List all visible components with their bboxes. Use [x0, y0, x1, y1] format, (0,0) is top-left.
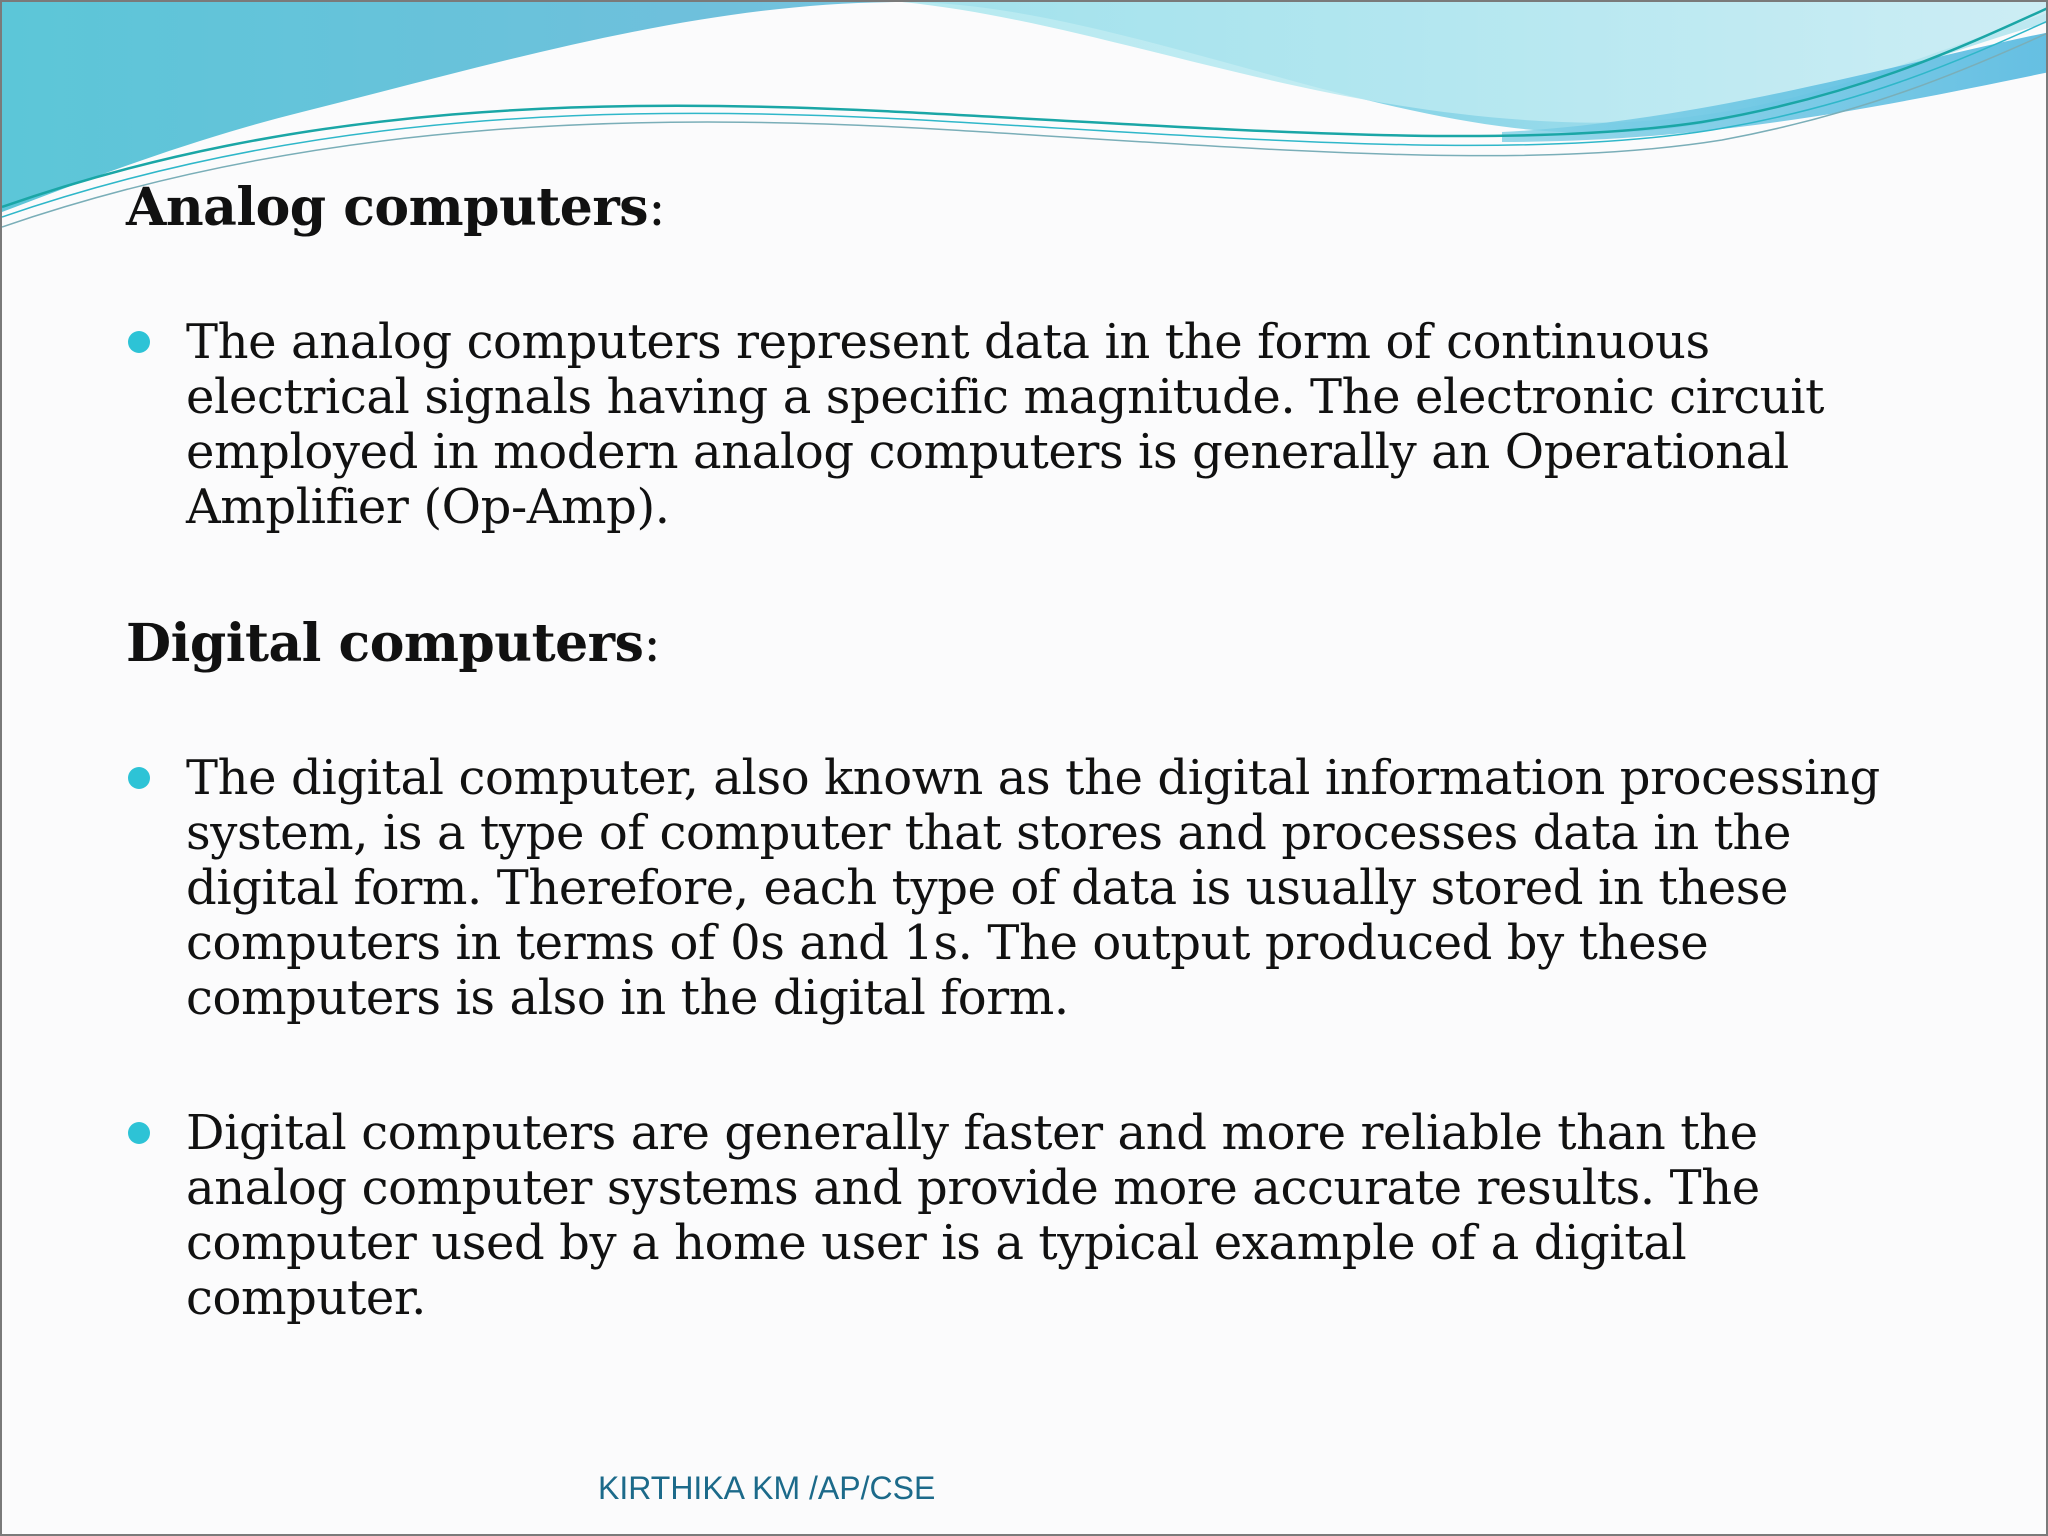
bullet-line: digital form. Therefore, each type of data is usually stored in these: [186, 860, 1788, 916]
slide-content: [2, 2, 2048, 1536]
heading-text: Digital computers: [126, 613, 644, 674]
heading-text: Analog computers: [126, 177, 649, 238]
bullet-line: electrical signals having a specific magnitude. The electronic circuit: [186, 369, 1825, 425]
bullet-line: Amplifier (Op-Amp).: [186, 479, 670, 535]
bullet-line: analog computer systems and provide more accurate results. The: [186, 1160, 1760, 1216]
heading-colon: :: [643, 614, 661, 674]
bullet-line: employed in modern analog computers is generally an Operational: [186, 424, 1789, 480]
bullet-line: The digital computer, also known as the digital information processing: [186, 750, 1880, 806]
bullet-line: computer used by a home user is a typical example of a digital: [186, 1215, 1687, 1271]
bullet-line: Digital computers are generally faster and more reliable than the: [186, 1105, 1758, 1161]
bullet-dot: [128, 331, 150, 353]
bullet-line: computers is also in the digital form.: [186, 970, 1069, 1026]
footer-author: KIRTHIKA KM /AP/CSE: [598, 1470, 936, 1506]
bullet-dot: [128, 767, 150, 789]
heading-colon: :: [648, 178, 666, 238]
bullet-analog-definition: [186, 315, 1946, 535]
bullet-line: computers in terms of 0s and 1s. The output produced by these: [186, 915, 1709, 971]
bullet-digital-advantages: [186, 1106, 1946, 1326]
bullet-line: system, is a type of computer that stores and processes data in the: [186, 805, 1791, 861]
heading-analog-computers: [126, 177, 666, 238]
bullet-digital-definition: [186, 751, 1946, 1026]
bullet-dot: [128, 1122, 150, 1144]
bullet-line: computer.: [186, 1270, 426, 1326]
bullet-line: The analog computers represent data in the form of continuous: [186, 314, 1710, 370]
heading-digital-computers: [126, 613, 661, 674]
